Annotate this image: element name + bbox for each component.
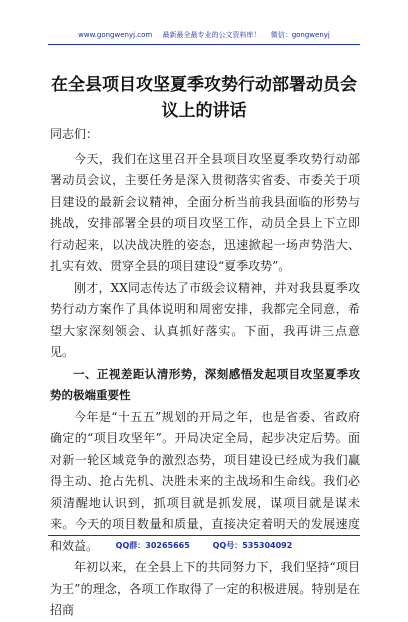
header-divider bbox=[48, 44, 360, 45]
header-wechat: 微信：gongwenyj bbox=[270, 31, 330, 39]
body-paragraph: 今年是“十五五”规划的开局之年，也是省委、省政府确定的“项目攻坚年”。开局决定全局，起步决定后势。面对新一轮区域竞争的激烈态势，项目建设已经成为我们赢得主动、抢占先机、决胜未来的主战场和生命线。我们必须清醒地认识到，抓项目就是抓发展，谋项目就是谋未来。今天的项目数量和质量，直接决定着明天的发展速度和效益。 bbox=[50, 409, 360, 553]
document-title: 在全县项目攻坚夏季攻势行动部署动员会议上的讲话 bbox=[51, 75, 357, 121]
footer-qq-group: QQ群：30265665 bbox=[115, 541, 190, 550]
salutation: 同志们： bbox=[50, 127, 99, 141]
section-heading: 一、正视差距认清形势，深刻感悟发起项目攻坚夏季攻势的极端重要性 bbox=[50, 366, 360, 402]
page-footer bbox=[0, 540, 408, 551]
header-site-url[interactable]: www.gongwenyj.com bbox=[78, 31, 153, 39]
page-header bbox=[0, 30, 408, 40]
body-paragraph: 刚才，XX同志传达了市级会议精神，并对我县夏季攻势行动方案作了具体说明和周密安排，我都完全同意，希望大家深刻领会、认真抓好落实。下面，我再讲三点意见。 bbox=[50, 280, 360, 359]
footer-qq-number: QQ号：535304092 bbox=[212, 541, 293, 550]
header-slogan: 最新最全最专业的公文资料库！ bbox=[162, 31, 261, 39]
body-paragraph: 今天，我们在这里召开全县项目攻坚夏季攻势行动部署动员会议，主要任务是深入贯彻落实省委、市委关于项目建设的最新会议精神，全面分析当前我县面临的形势与挑战，安排部署全县的项目攻坚工作，动员全县上下立即行动起来，以决战决胜的姿态，迅速掀起一场声势浩大、扎实有效、贯穿全县的项目建设“夏季攻势”。 bbox=[50, 151, 360, 273]
footer-divider bbox=[48, 535, 360, 536]
body-paragraph: 年初以来，在全县上下的共同努力下，我们坚持“项目为王”的理念，各项工作取得了一定的积极进展。特别是在招商 bbox=[50, 560, 360, 617]
